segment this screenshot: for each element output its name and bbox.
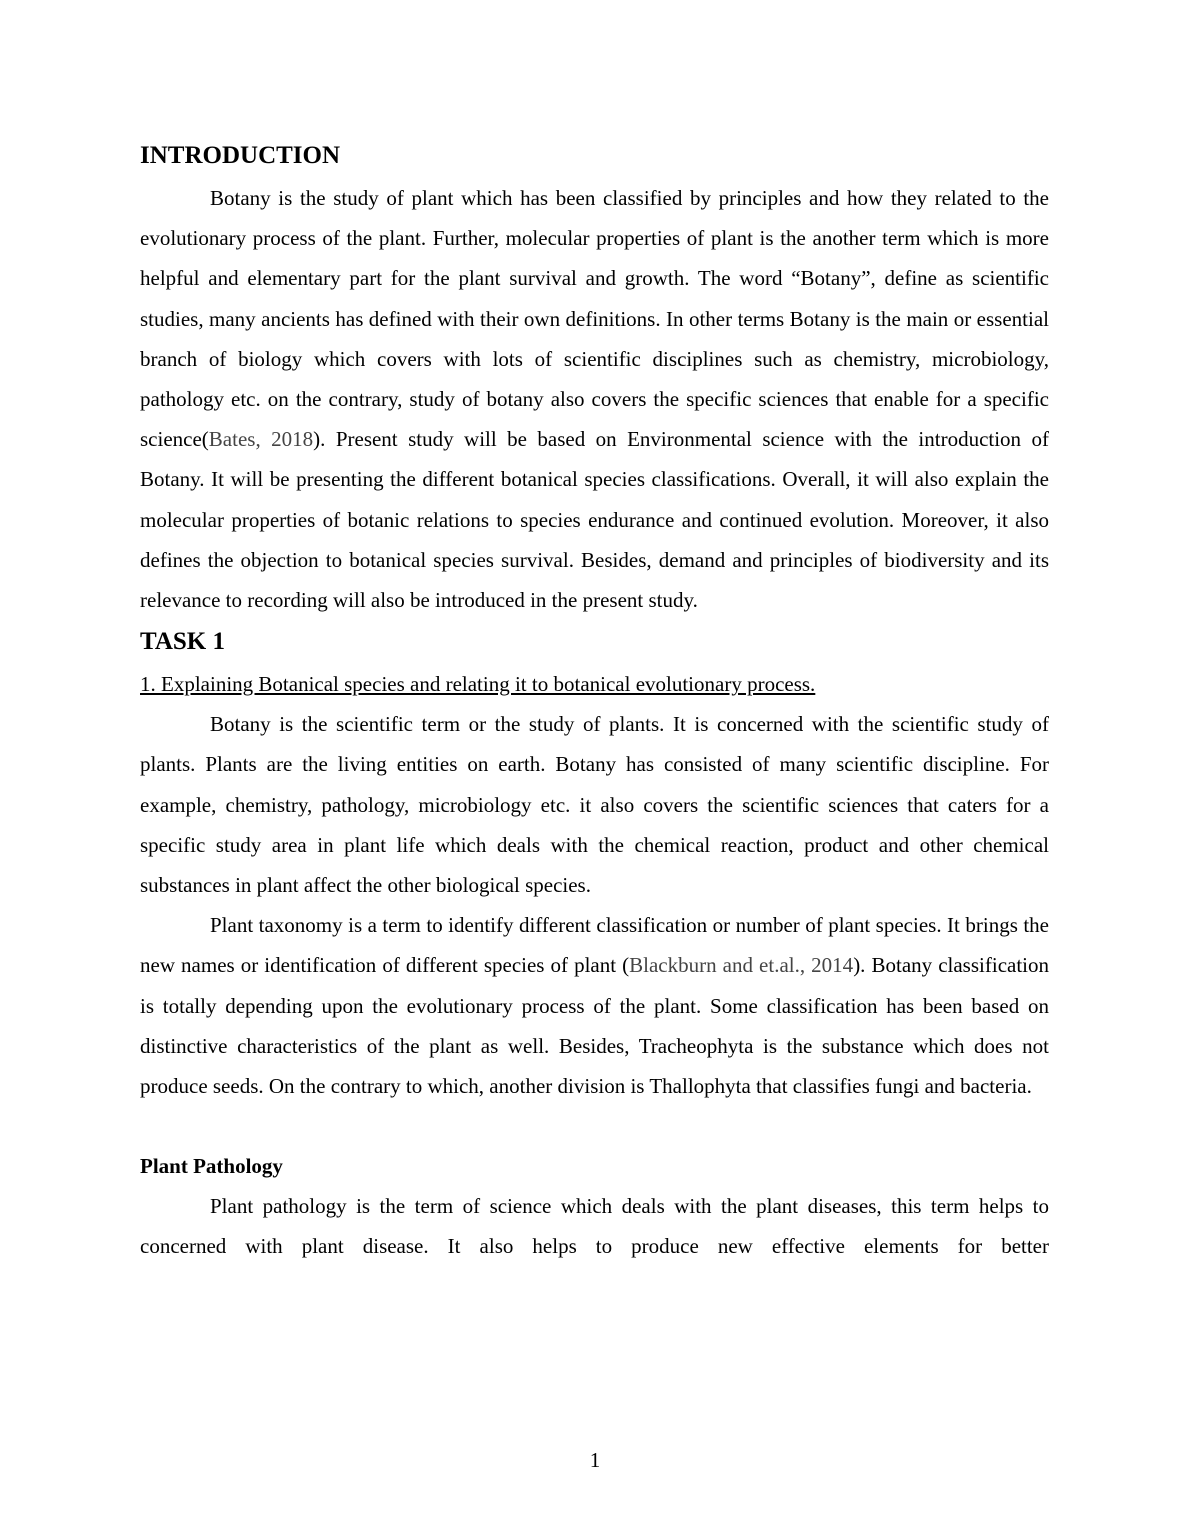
task-1-p2-text-part-2: ). Botany classification is totally depending upon the evolutionary process of the plant. Some classification has been based on distinctive characteristics of the plant as well. Besides, Tracheophyta is the substance which does not produce seeds. On the contrary to which, another division is Thallophyta that classifies fungi and bacteria. [140, 953, 1050, 1099]
task-1-p2-text-part-1: Plant taxonomy is a term to identify different classification or number of plant species. It brings the new names or identification of different species of plant ( [140, 913, 1049, 978]
plant-pathology-heading: Plant Pathology [140, 1154, 283, 1179]
citation-bates: Bates, 2018 [208, 427, 314, 452]
introduction-text-part-2: ). Present study will be based on Environmental science with the introduction of Botany. It will be presenting the different botanical species classifications. Overall, it will also explain the molecular properties of botanic relations to species endurance and continued evolution. Moreover, it also defines the objection to botanical species survival. Besides, demand and principles of biodiversity and its relevance to recording will also be introduced in the present study. [140, 427, 1049, 613]
task-1-subheading: 1. Explaining Botanical species and relating it to botanical evolutionary process. [140, 672, 816, 697]
task-1-heading: TASK 1 [140, 628, 225, 656]
page-number: 1 [589, 1448, 601, 1472]
introduction-heading: INTRODUCTION [140, 142, 341, 169]
introduction-paragraph [140, 178, 1049, 620]
document-page [140, 138, 1049, 1267]
introduction-text-part-1: Botany is the study of plant which has been classified by principles and how they related to the evolutionary process of the plant. Further, molecular properties of plant is the another term which is more helpful and elementary part for the plant survival and growth. The word “Botany”, define as scientific studies, many ancients has defined with their own definitions. In other terms Botany is the main or essential branch of biology which covers with lots of scientific disciplines such as chemistry, microbiology, pathology etc. on the contrary, study of botany also covers the specific sciences that enable for a specific science( [140, 186, 1049, 452]
task-1-paragraph-2 [140, 905, 1049, 1106]
citation-blackburn: Blackburn and et.al., 2014 [629, 953, 854, 978]
task-1-paragraph-1: Botany is the scientific term or the study of plants. It is concerned with the scientific study of plants. Plants are the living entities on earth. Botany has consisted of many scientific discipline. For example, chemistry, pathology, microbiology etc. it also covers the scientific sciences that caters for a specific study area in plant life which deals with the chemical reaction, product and other chemical substances in plant affect the other biological species. [140, 712, 1049, 898]
plant-pathology-paragraph: Plant pathology is the term of science which deals with the plant diseases, this term helps to concerned with plant disease. It also helps to produce new effective elements for better [140, 1194, 1049, 1259]
